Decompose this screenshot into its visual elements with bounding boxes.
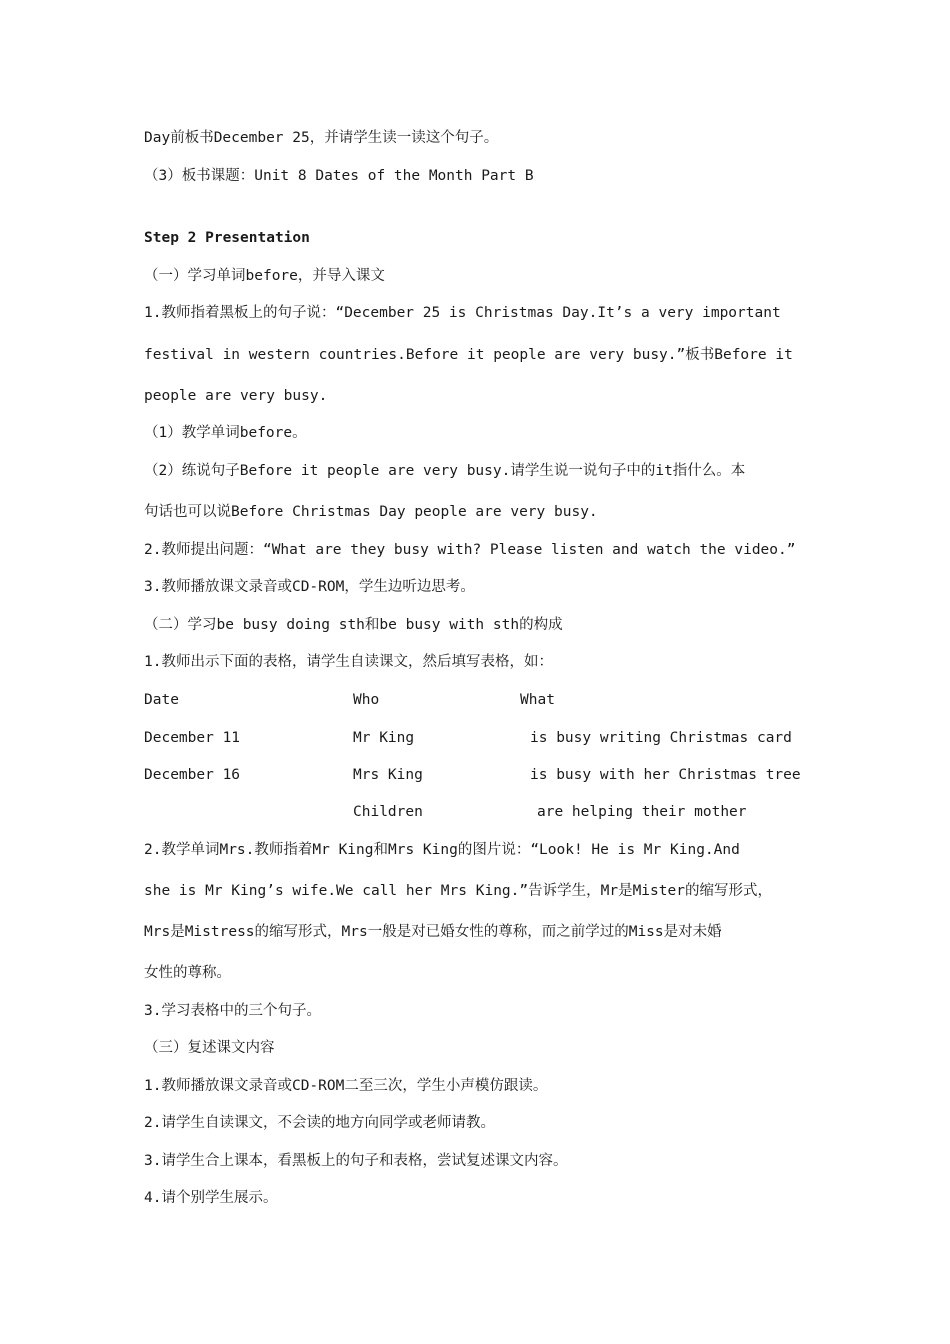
text-line: 句话也可以说Before Christmas Day people are very busy. — [144, 504, 598, 520]
text-line: 3.请学生合上课本，看黑板上的句子和表格，尝试复述课文内容。 — [144, 1153, 568, 1169]
text-line: 3.学习表格中的三个句子。 — [144, 1003, 321, 1019]
table-header-what: What — [520, 692, 555, 708]
text-line: 1.教师指着黑板上的句子说：“December 25 is Christmas Day.It’s a very important — [144, 305, 781, 321]
text-line: 女性的尊称。 — [144, 965, 231, 981]
table-cell: December 11 — [144, 730, 241, 746]
text-line: people are very busy. — [144, 388, 328, 404]
table-cell: is busy with her Christmas tree — [530, 767, 801, 783]
table-cell: are helping their mother — [537, 804, 747, 820]
subsection-heading: （二）学习be busy doing sth和be busy with sth的构成 — [144, 617, 563, 633]
table-cell: December 16 — [144, 767, 241, 783]
table-cell: Children — [353, 804, 423, 820]
text-line: 1.教师出示下面的表格，请学生自读课文，然后填写表格，如： — [144, 654, 553, 670]
text-line: 1.教师播放课文录音或CD-ROM二至三次，学生小声模仿跟读。 — [144, 1078, 548, 1094]
subsection-heading: （三）复述课文内容 — [144, 1040, 275, 1056]
text-line: （1）教学单词before。 — [144, 425, 307, 441]
text-line: 3.教师播放课文录音或CD-ROM，学生边听边思考。 — [144, 579, 475, 595]
text-line: Mrs是Mistress的缩写形式，Mrs一般是对已婚女性的尊称，而之前学过的Miss是对未婚 — [144, 924, 722, 940]
text-line: she is Mr King’s wife.We call her Mrs King.”告诉学生，Mr是Mister的缩写形式， — [144, 883, 772, 899]
table-cell: Mrs King — [353, 767, 423, 783]
text-line: 2.教学单词Mrs.教师指着Mr King和Mrs King的图片说：“Look! He is Mr King.And — [144, 842, 740, 858]
text-line: 4.请个别学生展示。 — [144, 1190, 278, 1206]
table-cell: Mr King — [353, 730, 415, 746]
text-line: 2.请学生自读课文，不会读的地方向同学或老师请教。 — [144, 1115, 495, 1131]
text-line: （2）练说句子Before it people are very busy.请学生说一说句子中的it指什么。本 — [144, 463, 746, 479]
text-line: （3）板书课题：Unit 8 Dates of the Month Part B — [144, 168, 534, 184]
table-header-who: Who — [353, 692, 380, 708]
text-line: Day前板书December 25，并请学生读一读这个句子。 — [144, 130, 499, 146]
table-cell: is busy writing Christmas card — [530, 730, 792, 746]
section-heading: Step 2 Presentation — [144, 230, 310, 246]
table-header-date: Date — [144, 692, 179, 708]
text-line: 2.教师提出问题：“What are they busy with? Please listen and watch the video.” — [144, 542, 796, 558]
subsection-heading: （一）学习单词before，并导入课文 — [144, 268, 385, 284]
text-line: festival in western countries.Before it people are very busy.”板书Before it — [144, 347, 793, 363]
